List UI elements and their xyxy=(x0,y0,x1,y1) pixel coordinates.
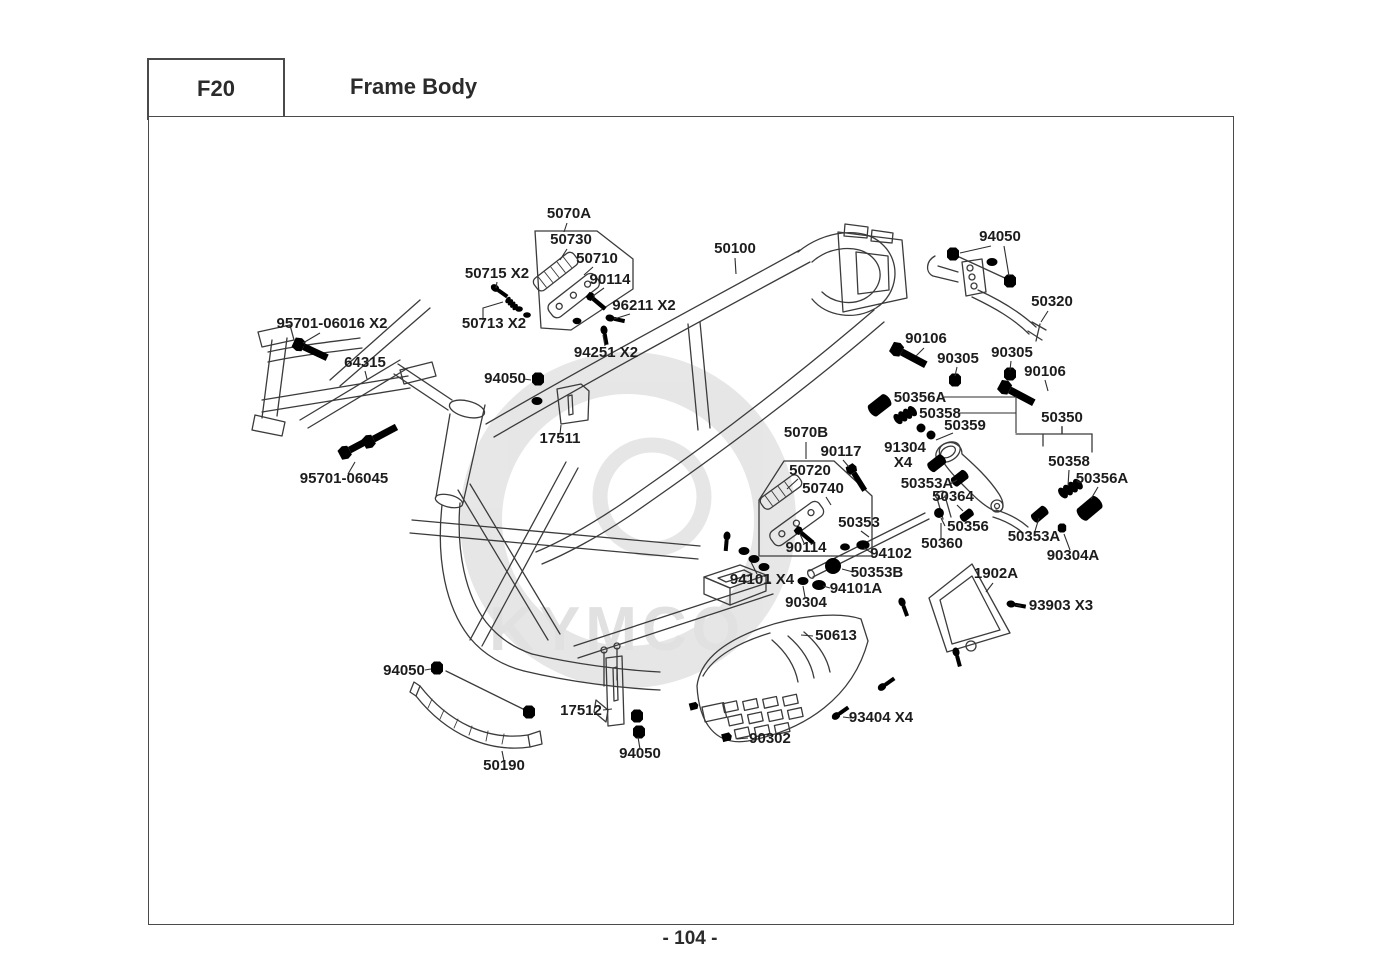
part-label-50353b: 50353B xyxy=(850,564,904,581)
part-label-50713-x2: 50713 X2 xyxy=(461,315,527,332)
part-label-50190: 50190 xyxy=(483,757,525,774)
part-label-50353a: 50353A xyxy=(1007,528,1061,545)
part-label-94101a: 94101A xyxy=(829,580,883,597)
leader-line xyxy=(1041,311,1048,322)
part-label-50356a: 50356A xyxy=(1075,470,1129,487)
leader-line xyxy=(986,583,993,592)
part-label-50353: 50353 xyxy=(838,514,880,531)
leader-line xyxy=(614,314,630,319)
part-label-94101-x4: 94101 X4 xyxy=(729,571,795,588)
kymco-watermark xyxy=(481,373,775,667)
leader-line xyxy=(365,371,367,379)
part-label-50353a: 50353A xyxy=(900,475,954,492)
leader-line xyxy=(916,348,924,356)
part-label-50740: 50740 xyxy=(802,480,844,497)
part-label-50358: 50358 xyxy=(919,405,961,422)
leader-line xyxy=(826,497,831,505)
leader-line xyxy=(936,433,953,440)
part-label-50350: 50350 xyxy=(1041,409,1083,426)
part-label-50720: 50720 xyxy=(789,462,831,479)
leader-line xyxy=(843,460,849,467)
part-label-50730: 50730 xyxy=(550,231,592,248)
part-label-x4: X4 xyxy=(893,454,913,471)
part-label-94050: 94050 xyxy=(619,745,661,762)
part-label-50613: 50613 xyxy=(815,627,857,644)
page-number: - 104 - xyxy=(662,928,718,949)
leader-line xyxy=(1004,246,1009,276)
part-label-96211-x2: 96211 X2 xyxy=(612,297,676,314)
part-label-1902a: 1902A xyxy=(973,565,1019,582)
part-label-50715-x2: 50715 X2 xyxy=(464,265,530,282)
part-label-94050: 94050 xyxy=(383,662,425,679)
part-label-90114: 90114 xyxy=(589,271,631,288)
leader-line xyxy=(1045,380,1048,391)
part-label-5070a: 5070A xyxy=(546,205,592,222)
part-label-90305: 90305 xyxy=(991,344,1033,361)
section-code: F20 xyxy=(197,76,235,101)
page-title: Frame Body xyxy=(350,74,478,99)
part-label-50358: 50358 xyxy=(1048,453,1090,470)
part-label-90302: 90302 xyxy=(749,730,791,747)
part-label-50100: 50100 xyxy=(714,240,756,257)
part-label-50320: 50320 xyxy=(1031,293,1073,310)
part-label-94050: 94050 xyxy=(484,370,526,387)
part-label-93903-x3: 93903 X3 xyxy=(1028,597,1094,614)
part-label-90114: 90114 xyxy=(785,539,827,556)
part-label-50359: 50359 xyxy=(944,417,986,434)
leader-line xyxy=(861,531,869,537)
leader-line xyxy=(801,635,813,636)
part-label-17511: 17511 xyxy=(539,430,581,447)
part-label-90304: 90304 xyxy=(785,594,827,611)
part-label-90304a: 90304A xyxy=(1046,547,1100,564)
watermark-text: KYMCO xyxy=(489,595,745,664)
section-code-box xyxy=(147,58,285,120)
part-label-94050: 94050 xyxy=(979,228,1021,245)
part-label-90106: 90106 xyxy=(1024,363,1066,380)
part-label-90106: 90106 xyxy=(905,330,947,347)
frame-body-exploded-diagram xyxy=(148,116,1232,923)
part-label-50364: 50364 xyxy=(932,488,974,505)
leader-line xyxy=(735,258,736,274)
leader-line xyxy=(425,669,431,670)
leader-line xyxy=(303,333,320,343)
part-label-50356a: 50356A xyxy=(893,389,947,406)
part-label-90117: 90117 xyxy=(820,443,862,460)
part-label-50360: 50360 xyxy=(921,535,963,552)
part-label-95701-06045: 95701-06045 xyxy=(299,470,389,487)
part-label-90305: 90305 xyxy=(937,350,979,367)
part-label-93404-x4: 93404 X4 xyxy=(848,709,914,726)
leader-line xyxy=(960,246,991,253)
part-label-95701-06016-x2: 95701-06016 X2 xyxy=(276,315,388,332)
part-label-50356: 50356 xyxy=(947,518,989,535)
part-label-50710: 50710 xyxy=(576,250,618,267)
part-label-64315: 64315 xyxy=(344,354,386,371)
part-label-5070b: 5070B xyxy=(783,424,829,441)
leader-line xyxy=(603,709,612,710)
leader-line xyxy=(957,505,963,511)
part-label-94251-x2: 94251 X2 xyxy=(573,344,639,361)
part-label-91304: 91304 xyxy=(884,439,926,456)
part-label-94102: 94102 xyxy=(870,545,912,562)
part-label-17512: 17512 xyxy=(560,702,602,719)
